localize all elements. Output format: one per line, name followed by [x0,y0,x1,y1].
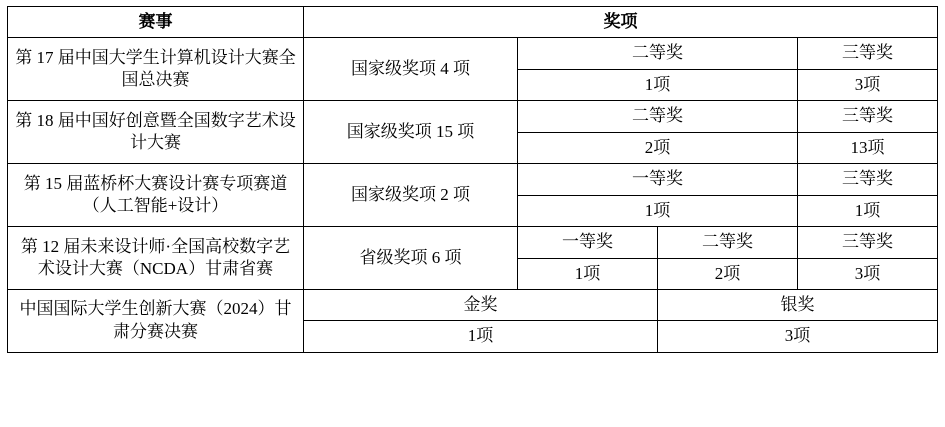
event-name: 第 17 届中国大学生计算机设计大赛全国总决赛 [8,38,304,101]
prize-name: 银奖 [658,289,938,320]
prize-count: 13项 [798,132,938,163]
prize-name: 三等奖 [798,38,938,69]
award-level: 省级奖项 6 项 [304,227,518,290]
prize-name: 三等奖 [798,101,938,132]
prize-name: 金奖 [304,289,658,320]
prize-count: 2项 [518,132,798,163]
prize-count: 1项 [518,258,658,289]
header-award: 奖项 [304,7,938,38]
award-level: 国家级奖项 2 项 [304,164,518,227]
event-name: 第 15 届蓝桥杯大赛设计赛专项赛道（人工智能+设计） [8,164,304,227]
table-row [8,164,938,195]
prize-count: 3项 [798,258,938,289]
table-row [8,101,938,132]
event-name: 第 18 届中国好创意暨全国数字艺术设计大赛 [8,101,304,164]
prize-count: 1项 [518,195,798,226]
prize-count: 3项 [798,69,938,100]
prize-count: 3项 [658,321,938,352]
prize-count: 2项 [658,258,798,289]
prize-name: 二等奖 [658,227,798,258]
prize-count: 1项 [518,69,798,100]
prize-count: 1项 [798,195,938,226]
table-row [8,289,938,320]
prize-name: 二等奖 [518,101,798,132]
prize-name: 二等奖 [518,38,798,69]
event-name: 第 12 届未来设计师·全国高校数字艺术设计大赛（NCDA）甘肃省赛 [8,227,304,290]
table-row [8,38,938,69]
award-level: 国家级奖项 4 项 [304,38,518,101]
prize-name: 三等奖 [798,164,938,195]
prize-name: 三等奖 [798,227,938,258]
prize-count: 1项 [304,321,658,352]
header-event: 赛事 [8,7,304,38]
award-level: 国家级奖项 15 项 [304,101,518,164]
prize-name: 一等奖 [518,227,658,258]
table-header-row [8,7,938,38]
table-row [8,227,938,258]
prize-name: 一等奖 [518,164,798,195]
award-table [7,6,938,353]
event-name: 中国国际大学生创新大赛（2024）甘肃分赛决赛 [8,289,304,352]
